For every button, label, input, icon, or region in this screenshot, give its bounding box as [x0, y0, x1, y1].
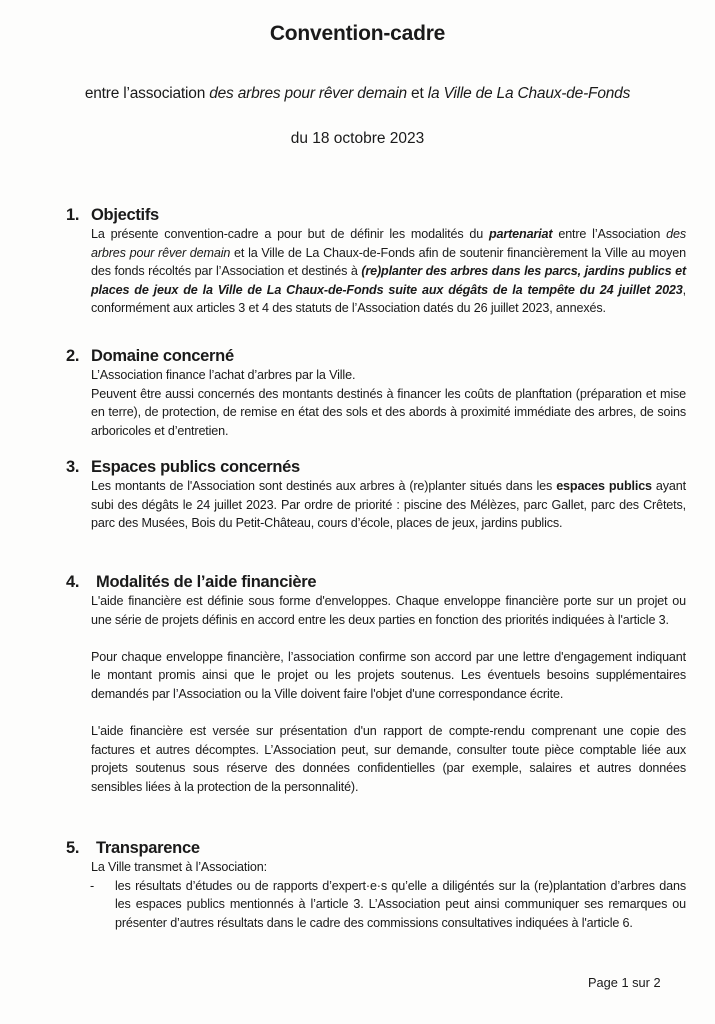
- section-domaine: [66, 346, 686, 440]
- section-title: Espaces publics concernés: [91, 458, 300, 476]
- section-number: 2.: [66, 347, 80, 365]
- emphasis-text: espaces publics: [556, 479, 652, 493]
- section-title: Objectifs: [91, 206, 159, 224]
- section-transparence: [66, 838, 686, 932]
- section-number: 3.: [66, 458, 80, 476]
- text-run: Les montants de l'Association sont destinés aux arbres à (re)planter situés dans les: [91, 479, 557, 493]
- subtitle-text: et: [406, 85, 428, 102]
- emphasis-text: (re)planter des arbres dans les parcs, jardins publics et places de jeux de la Ville de La Chaux-de-Fonds suite aux dégâts de la tempête du 24 juillet 2023: [91, 264, 686, 297]
- emphasis-text: partenariat: [488, 227, 553, 241]
- section-modalites: [66, 572, 686, 797]
- paragraph-gap: [91, 704, 686, 723]
- list-item: [66, 877, 686, 933]
- section-title: Modalités de l’aide financière: [96, 573, 317, 591]
- paragraph: La Ville transmet à l’Association:: [91, 860, 267, 874]
- paragraph: [91, 477, 686, 533]
- text-run: entre l’Association: [552, 227, 667, 241]
- document-subtitle: [0, 85, 715, 103]
- paragraph: L’Association finance l’achat d’arbres par la Ville.: [91, 368, 356, 382]
- text-run: et la Ville de La Chaux-de-Fonds afin de soutenir financièrement la Ville au moyen des fonds récoltés par l’Association et destinés à: [91, 245, 686, 279]
- association-name: des arbres pour rêver demain: [91, 227, 686, 260]
- section-body: [91, 225, 686, 318]
- text-run: , conformément aux articles 3 et 4 des statuts de l’Association datés du 26 juillet 2023, annexés.: [91, 282, 686, 316]
- paragraph: L'aide financière est versée sur présentation d'un rapport de compte-rendu comprenant une copie des factures et autres décomptes. L’Association peut, sur demande, consulter toute pièce comptable liée aux projets soutenus sous réserve des données confidentielles (par exemple, salaires et autres données sensibles liées à la protection de la personnalité).: [91, 724, 686, 794]
- section-heading: [66, 205, 686, 225]
- document-date: du 18 octobre 2023: [290, 130, 425, 147]
- list-item-text: les résultats d’études ou de rapports d’expert·e·s qu’elle a diligéntés sur la (re)plantation d’arbres dans les espaces publics mentionnés à l’article 3. L’Association peut ainsi communiquer ses remarques ou présenter d’autres résultats dans le cadre des commissions consultatives indiquées à l'article 6.: [115, 878, 686, 930]
- section-body: [91, 366, 686, 440]
- text-run: La présente convention-cadre a pour but de définir les modalités du: [91, 227, 489, 241]
- section-heading: [66, 838, 686, 858]
- section-body: [91, 592, 686, 797]
- section-heading: [66, 572, 686, 592]
- paragraph: [91, 225, 686, 318]
- section-objectifs: [66, 205, 686, 318]
- section-espaces-publics: [66, 457, 686, 533]
- section-title: Transparence: [96, 839, 200, 857]
- section-number: 1.: [66, 206, 80, 224]
- section-heading: [66, 346, 686, 366]
- city-name: la Ville de La Chaux-de-Fonds: [427, 85, 631, 102]
- section-title: Domaine concerné: [91, 347, 234, 365]
- association-name: des arbres pour rêver demain: [209, 85, 407, 102]
- text-run: ayant subi des dégâts le 24 juillet 2023. Par ordre de priorité : piscine des Mélèzes, parc Gallet, parc des Crêtets, parc des Musées, Bois du Petit-Château, cours d’école, places de jeux, jardins publics.: [91, 479, 686, 531]
- section-body: [91, 477, 686, 533]
- paragraph-gap: [91, 629, 686, 648]
- section-body: [91, 858, 686, 932]
- section-number: 4.: [66, 573, 80, 591]
- section-heading: [66, 457, 686, 477]
- dash-bullet: -: [90, 878, 95, 893]
- paragraph: Pour chaque enveloppe financière, l’association confirme son accord par une lettre d'engagement indiquant le montant promis ainsi que le projet ou les projets soutenus. Les éventuels besoins supplémentaires demandés par l’Association ou la Ville doivent faire l'objet d'une correspondance écrite.: [91, 649, 686, 701]
- page-number: Page 1 sur 2: [588, 975, 661, 990]
- subtitle-text: entre l’association: [84, 85, 210, 102]
- paragraph: L'aide financière est définie sous forme d'enveloppes. Chaque enveloppe financière porte sur un projet ou une série de projets définis en accord entre les deux parties en fonction des priorités indiquées à l'article 3.: [91, 594, 686, 627]
- section-number: 5.: [66, 839, 80, 857]
- paragraph: Peuvent être aussi concernés des montants destinés à financer les coûts de planftation (préparation et mise en terre), de protection, de remise en état des sols et des abords à proximité immédiate des arbres, de soins arboricoles et d’entretien.: [91, 386, 686, 438]
- document-title: Convention-cadre: [269, 22, 446, 45]
